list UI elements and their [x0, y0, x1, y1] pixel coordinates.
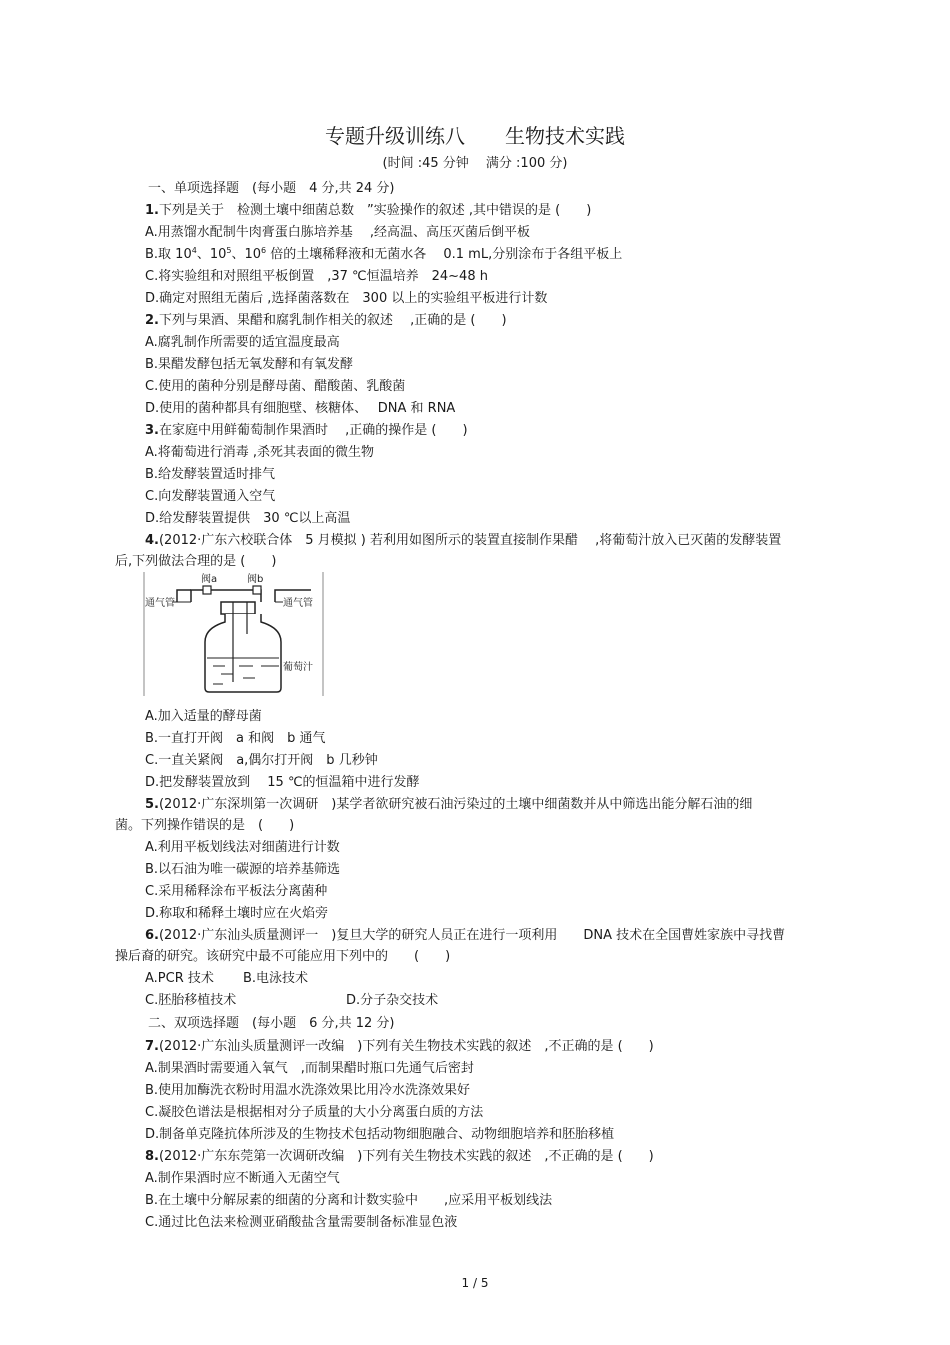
question-3-option-c: C.向发酵装置通入空气 — [145, 489, 276, 504]
question-2-stem — [145, 313, 507, 329]
question-text: (2012·广东汕头质量测评一改编 )下列有关生物技术实践的叙述 ,不正确的是 ( ) — [158, 1039, 654, 1054]
question-number: 6. — [145, 928, 159, 943]
question-8-stem — [145, 1149, 654, 1165]
question-number: 4. — [145, 533, 159, 548]
option-text: B.取 10 — [145, 247, 192, 262]
question-7-option-b: B.使用加酶洗衣粉时用温水洗涤效果比用冷水洗涤效果好 — [145, 1083, 471, 1098]
question-1-stem — [145, 203, 591, 219]
question-4-stem — [145, 533, 781, 549]
left-side-pipe — [177, 590, 191, 602]
question-8-option-c: C.通过比色法来检测亚硝酸盐含量需要制备标准显色液 — [145, 1215, 458, 1230]
left-top-pipe — [191, 590, 261, 602]
question-5-option-d: D.称取和稀释土壤时应在火焰旁 — [145, 906, 329, 921]
fermentation-apparatus-figure — [143, 570, 325, 698]
option-text: 、10 — [196, 247, 227, 262]
question-text: (2012·广东汕头质量测评一 )复旦大学的研究人员正在进行一项利用 DNA 技术在全国曹姓家族中寻找曹 — [158, 928, 786, 943]
question-3-option-a: A.将葡萄进行消毒 ,杀死其表面的微生物 — [145, 445, 375, 460]
section-heading-double-choice: 二、双项选择题 (每小题 6 分,共 12 分) — [148, 1016, 395, 1031]
question-7-option-a: A.制果酒时需要通入氧气 ,而制果醋时瓶口先通气后密封 — [145, 1061, 474, 1076]
valve-b-label: 阀b — [247, 574, 264, 585]
question-6-stem — [145, 928, 785, 944]
page-number: 1 / 5 — [461, 1276, 489, 1290]
question-1-option-b — [145, 247, 622, 263]
question-7-stem — [145, 1039, 654, 1055]
question-4-option-a: A.加入适量的酵母菌 — [145, 709, 262, 724]
question-4-option-c: C.一直关紧阀 a,偶尔打开阀 b 几秒钟 — [145, 753, 378, 768]
question-1-option-a: A.用蒸馏水配制牛肉膏蛋白胨培养基 ,经高温、高压灭菌后倒平板 — [145, 225, 531, 240]
fermentation-bottle — [205, 614, 281, 692]
question-text: 下列与果酒、果醋和腐乳制作相关的叙述 ,正确的是 ( ) — [158, 313, 507, 328]
question-number: 2. — [145, 313, 159, 328]
question-4-option-d: D.把发酵装置放到 15 ℃的恒温箱中进行发酵 — [145, 775, 420, 790]
question-6-option-a: A.PCR 技术 — [145, 971, 214, 986]
question-number: 3. — [145, 423, 159, 438]
question-5-option-a: A.利用平板划线法对细菌进行计数 — [145, 840, 340, 855]
question-3-option-d: D.给发酵装置提供 30 ℃以上高温 — [145, 511, 351, 526]
option-text: 、10 — [231, 247, 262, 262]
valve-a — [203, 586, 211, 594]
question-6-option-c: C.胚胎移植技术 — [145, 993, 237, 1008]
question-5-stem — [145, 797, 752, 813]
question-1-option-c: C.将实验组和对照组平板倒置 ,37 ℃恒温培养 24~48 h — [145, 269, 488, 284]
question-5-stem-continued: 菌。下列操作错误的是 ( ) — [115, 818, 295, 833]
exponent: 6 — [261, 246, 267, 255]
question-2-option-d: D.使用的菌种都具有细胞壁、核糖体、 DNA 和 RNA — [145, 401, 456, 416]
question-text: (2012·广东东莞第一次调研改编 )下列有关生物技术实践的叙述 ,不正确的是 ( ) — [158, 1149, 654, 1164]
valve-b — [253, 586, 261, 594]
question-4-stem-continued: 后,下列做法合理的是 ( ) — [115, 554, 277, 569]
exponent: 5 — [226, 246, 232, 255]
grape-juice-label: 葡萄汁 — [283, 662, 313, 673]
question-text: (2012·广东深圳第一次调研 )某学者欲研究被石油污染过的土壤中细菌数并从中筛选出能分解石油的细 — [158, 797, 753, 812]
question-2-option-c: C.使用的菌种分别是酵母菌、醋酸菌、乳酸菌 — [145, 379, 406, 394]
question-number: 7. — [145, 1039, 159, 1054]
question-1-option-d: D.确定对照组无菌后 ,选择菌落数在 300 以上的实验组平板进行计数 — [145, 291, 548, 306]
right-vent-tube-label: 通气管 — [283, 598, 313, 609]
page-title: 专题升级训练八 生物技术实践 — [325, 124, 625, 148]
question-3-stem — [145, 423, 468, 439]
exponent: 4 — [191, 246, 197, 255]
question-2-option-a: A.腐乳制作所需要的适宜温度最高 — [145, 335, 340, 350]
question-number: 5. — [145, 797, 159, 812]
question-3-option-b: B.给发酵装置适时排气 — [145, 467, 276, 482]
section-heading-single-choice: 一、单项选择题 (每小题 4 分,共 24 分) — [148, 181, 395, 196]
question-text: 在家庭中用鲜葡萄制作果酒时 ,正确的操作是 ( ) — [158, 423, 468, 438]
question-2-option-b: B.果醋发酵包括无氧发酵和有氧发酵 — [145, 357, 354, 372]
question-number: 1. — [145, 203, 159, 218]
question-number: 8. — [145, 1149, 159, 1164]
question-6-stem-continued: 操后裔的研究。该研究中最不可能应用下列中的 ( ) — [115, 949, 451, 964]
question-text: (2012·广东六校联合体 5 月模拟 ) 若利用如图所示的装置直接制作果醋 ,将葡萄汁放入已灭菌的发酵装置 — [158, 533, 782, 548]
question-text: 下列是关于 检测土壤中细菌总数 ”实验操作的叙述 ,其中错误的是 ( ) — [158, 203, 592, 218]
option-text: 倍的土壤稀释液和无菌水各 0.1 mL,分别涂布于各组平板上 — [266, 247, 623, 262]
valve-a-label: 阀a — [201, 574, 218, 585]
page-subtitle: (时间 :45 分钟 满分 :100 分) — [382, 156, 568, 171]
question-8-option-b: B.在土壤中分解尿素的细菌的分离和计数实验中 ,应采用平板划线法 — [145, 1193, 553, 1208]
question-7-option-c: C.凝胶色谱法是根据相对分子质量的大小分离蛋白质的方法 — [145, 1105, 484, 1120]
question-8-option-a: A.制作果酒时应不断通入无菌空气 — [145, 1171, 340, 1186]
question-6-option-b: B.电泳技术 — [243, 971, 309, 986]
question-6-option-d: D.分子杂交技术 — [346, 993, 439, 1008]
question-7-option-d: D.制备单克隆抗体所涉及的生物技术包括动物细胞融合、动物细胞培养和胚胎移植 — [145, 1127, 615, 1142]
left-vent-tube-label: 通气管 — [145, 598, 175, 609]
question-5-option-c: C.采用稀释涂布平板法分离菌种 — [145, 884, 328, 899]
question-4-option-b: B.一直打开阀 a 和阀 b 通气 — [145, 731, 326, 746]
question-5-option-b: B.以石油为唯一碳源的培养基筛选 — [145, 862, 341, 877]
bottle-stopper — [221, 602, 255, 614]
